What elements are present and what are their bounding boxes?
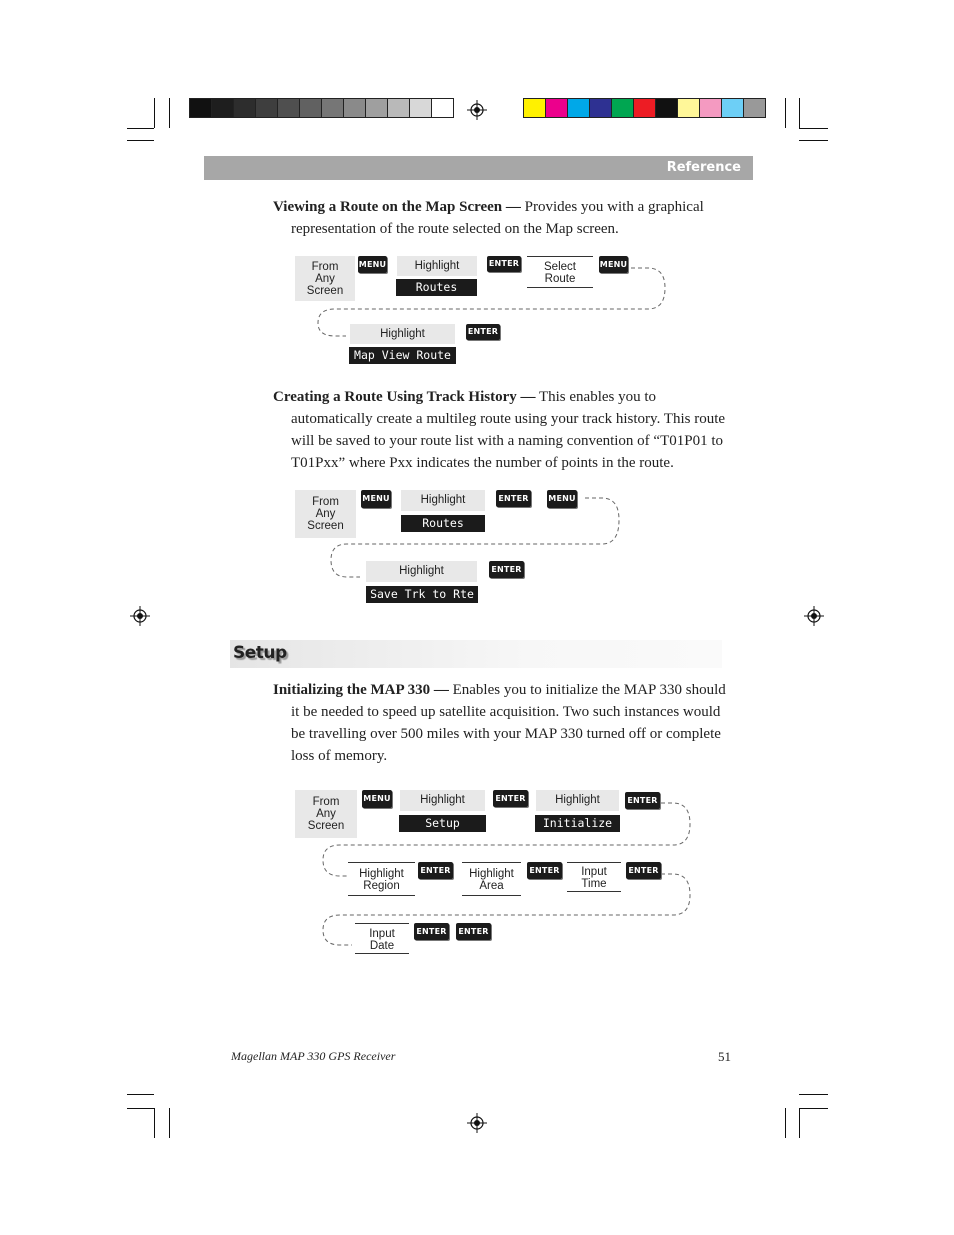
- box-line: Region: [363, 880, 400, 892]
- highlighted-item: Routes: [396, 279, 477, 296]
- from-any-screen-box: [295, 256, 355, 301]
- enter-key: ENTER: [496, 490, 531, 507]
- box-line: Any: [315, 508, 336, 520]
- box-line: Screen: [307, 520, 344, 532]
- enter-key: ENTER: [527, 862, 562, 879]
- box-line: Time: [581, 878, 607, 890]
- setup-heading-band: [230, 640, 722, 668]
- box-line: Area: [479, 880, 504, 892]
- box-line: Input: [581, 866, 607, 878]
- paragraph-initialize: [273, 679, 733, 767]
- box-line: Route: [544, 273, 576, 285]
- input-date-box: [355, 923, 409, 954]
- section-title: Reference: [666, 160, 741, 175]
- box-line: From: [311, 261, 339, 273]
- enter-key: ENTER: [456, 923, 491, 940]
- from-any-screen-box: [295, 790, 357, 838]
- highlighted-item: Setup: [399, 815, 486, 832]
- highlight-area-box: [462, 862, 521, 896]
- highlighted-item: Map View Route: [349, 347, 456, 364]
- paragraph-text: Enables you to initialize the MAP 330 should it be needed to speed up satellite acquisition. Two such instances would be travelling over 500 miles with your MAP 330 turned off or complete loss of memory.: [291, 682, 726, 764]
- enter-key: ENTER: [466, 324, 500, 340]
- from-any-screen-box: [295, 490, 356, 538]
- menu-key: MENU: [547, 490, 577, 508]
- highlight-box: Highlight: [400, 790, 485, 811]
- highlighted-item: Routes: [401, 515, 485, 532]
- enter-key: ENTER: [414, 923, 449, 940]
- highlight-box: Highlight: [366, 561, 477, 582]
- box-line: Date: [369, 940, 395, 952]
- box-line: Highlight: [359, 868, 404, 880]
- highlighted-item: Save Trk to Rte: [366, 586, 478, 603]
- enter-key: ENTER: [487, 256, 521, 272]
- box-line: From: [312, 796, 340, 808]
- highlight-box: Highlight: [401, 490, 485, 511]
- menu-key: MENU: [358, 256, 387, 273]
- box-line: Screen: [307, 820, 345, 832]
- select-route-box: [527, 256, 593, 288]
- enter-key: ENTER: [493, 790, 528, 807]
- box-line: Select: [544, 261, 576, 273]
- paragraph-title: Initializing the MAP 330 —: [273, 682, 449, 698]
- page-number: 51: [718, 1049, 731, 1064]
- paragraph-title: Creating a Route Using Track History —: [273, 389, 536, 405]
- setup-heading: Setup: [233, 643, 287, 663]
- highlight-box: Highlight: [350, 324, 455, 344]
- enter-key: ENTER: [626, 862, 661, 879]
- paragraph-text: Provides you with a graphical representation of the route selected on the Map screen.: [291, 199, 704, 237]
- paragraph-title: Viewing a Route on the Map Screen —: [273, 199, 521, 215]
- enter-key: ENTER: [625, 792, 660, 809]
- box-line: Any: [315, 273, 335, 285]
- highlight-box: Highlight: [536, 790, 619, 811]
- box-line: Screen: [306, 285, 344, 297]
- menu-key: MENU: [361, 490, 391, 508]
- menu-key: MENU: [599, 256, 628, 273]
- input-time-box: [567, 862, 621, 892]
- highlight-box: Highlight: [397, 256, 477, 276]
- highlighted-item: Initialize: [535, 815, 620, 832]
- footer-title: Magellan MAP 330 GPS Receiver: [231, 1049, 396, 1063]
- paragraph-text: This enables you to automatically create a multileg route using your track history. This route will be saved to your route list with a naming convention of “T01P01 to T01Pxx” where Pxx indicates the number of points in the route.: [291, 389, 726, 471]
- enter-key: ENTER: [418, 862, 453, 879]
- enter-key: ENTER: [489, 561, 524, 578]
- highlight-region-box: [348, 862, 415, 896]
- menu-key: MENU: [362, 790, 392, 808]
- box-line: From: [312, 496, 339, 508]
- paragraph-track-history: [273, 386, 733, 474]
- box-line: Any: [316, 808, 336, 820]
- box-line: Highlight: [469, 868, 514, 880]
- box-line: Input: [369, 928, 395, 940]
